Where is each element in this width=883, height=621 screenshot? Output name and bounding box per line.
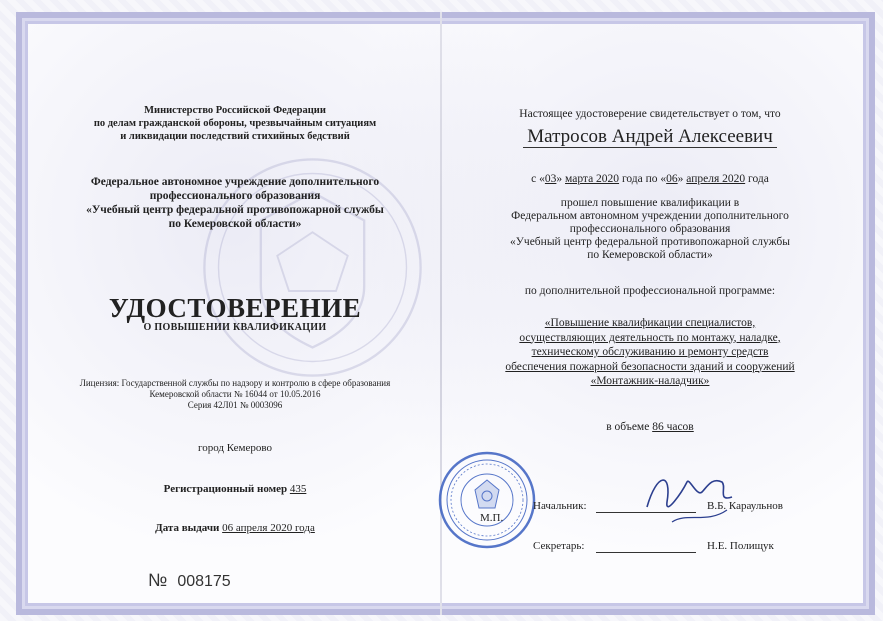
program-label: по дополнительной профессиональной программе: — [524, 285, 776, 297]
program-line: «Повышение квалификации специалистов, — [544, 317, 756, 329]
number-sign: № — [148, 570, 168, 590]
ministry-line: Министерство Российской Федерации — [144, 105, 326, 116]
training-period — [455, 173, 845, 185]
period-text: » — [556, 173, 563, 185]
secretary-name: Н.Е. Полищук — [707, 540, 774, 552]
institution-line: по Кемеровской области» — [168, 218, 302, 230]
period-text: » — [677, 173, 684, 185]
license-line: Серия 42Л01 № 0003096 — [187, 400, 283, 410]
period-to-day: 06 — [666, 173, 678, 185]
period-from-month: марта 2020 — [565, 173, 620, 185]
completion-line: «Учебный центр федеральной противопожарной службы — [510, 236, 790, 248]
period-text: с « — [531, 173, 545, 185]
institution-line: «Учебный центр федеральной противопожарной службы — [86, 204, 384, 216]
certificate-title: УДОСТОВЕРЕНИЕ — [108, 293, 362, 323]
recipient-name-value: Матросов Андрей Алексеевич — [523, 126, 777, 148]
certificate-subtitle: О ПОВЫШЕНИИ КВАЛИФИКАЦИИ — [143, 322, 327, 333]
head-name: В.Б. Караульнов — [707, 500, 783, 512]
stamp-placeholder: М.П. — [480, 512, 504, 524]
ministry-line: и ликвидации последствий стихийных бедствий — [120, 131, 350, 142]
left-page — [40, 0, 430, 621]
license-info — [40, 378, 430, 411]
secretary-role: Секретарь: — [533, 540, 585, 552]
volume-value: 86 часов — [652, 421, 694, 433]
period-from-day: 03 — [544, 173, 557, 185]
completion-line: Федеральном автономном учреждении дополнительного — [511, 210, 789, 222]
course-volume — [455, 421, 845, 433]
serial-number-value: 008175 — [177, 573, 231, 590]
registration-number — [40, 483, 430, 495]
program-line: «Монтажник-наладчик» — [590, 375, 710, 387]
ministry-line: по делам гражданской обороны, чрезвычайным ситуациям — [93, 118, 377, 129]
completion-line: прошел повышение квалификации в — [560, 197, 740, 209]
issue-date — [40, 522, 430, 534]
registration-label: Регистрационный номер — [163, 483, 288, 495]
license-line: Лицензия: Государственной службы по надзору и контролю в сфере образования — [79, 378, 391, 388]
issue-date-label: Дата выдачи — [155, 522, 220, 534]
program-line: осуществляющих деятельность по монтажу, наладке, — [519, 331, 781, 344]
right-page — [455, 0, 845, 621]
serial-number — [148, 570, 231, 591]
institution-line: Федеральное автономное учреждение дополнительного — [90, 176, 380, 188]
ministry-heading — [40, 104, 430, 143]
completion-statement — [455, 197, 845, 262]
page-fold — [440, 12, 442, 615]
program-line: обеспечения пожарной безопасности зданий и сооружений — [505, 360, 795, 373]
institution-line: профессионального образования — [149, 190, 321, 202]
registration-value: 435 — [289, 483, 307, 495]
recipient-name — [455, 126, 845, 148]
issue-date-value: 06 апреля 2020 года — [222, 522, 315, 534]
program-line: техническому обслуживанию и ремонту средств — [531, 346, 769, 358]
city: город Кемерово — [197, 442, 273, 454]
period-to-month: апреля 2020 — [686, 173, 746, 185]
handwritten-signature — [627, 462, 747, 532]
intro-text: Настоящее удостоверение свидетельствует о том, что — [519, 108, 781, 120]
period-text: года по « — [621, 173, 667, 185]
volume-label: в объеме — [606, 421, 650, 433]
program-title — [455, 316, 845, 389]
signature-line — [596, 552, 696, 553]
completion-line: профессионального образования — [569, 223, 731, 235]
head-role: Начальник: — [533, 500, 587, 512]
period-text: года — [748, 173, 769, 185]
license-line: Кемеровской области № 16044 от 10.05.2016 — [149, 389, 321, 399]
institution-heading — [40, 175, 430, 231]
signature-line — [596, 512, 696, 513]
completion-line: по Кемеровской области» — [587, 249, 713, 261]
